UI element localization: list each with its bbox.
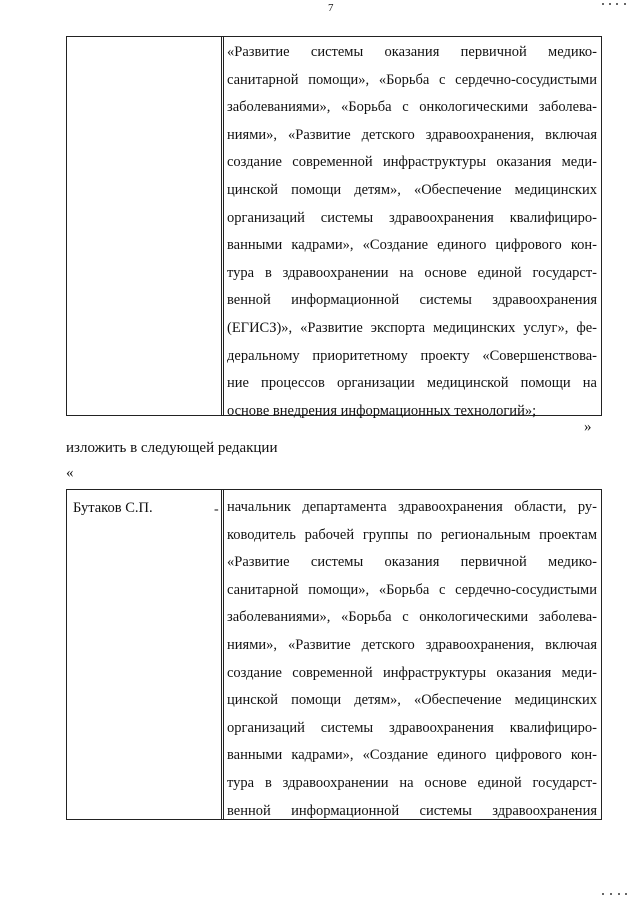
text-line: начальник департамента здравоохранения области, ру- <box>227 499 597 515</box>
text-line: цинской помощи детям», «Обеспечение медицинских <box>227 692 597 709</box>
text-line: ниями», «Развитие детского здравоохранения, включая <box>227 636 597 653</box>
text-line: «Развитие системы оказания первичной медико- <box>227 554 597 571</box>
text-line: венной информационной системы здравоохранения <box>227 802 597 819</box>
text-line: деральному приоритетному проекту «Совершенствова- <box>227 347 597 364</box>
table2-text <box>227 494 597 825</box>
table-previous-wording <box>66 36 602 419</box>
text-line: заболеваниями», «Борьба с онкологическими заболева- <box>227 99 597 116</box>
text-line: ванными кадрами», «Создание единого цифрового кон- <box>227 237 597 254</box>
table-divider-2 <box>223 37 224 415</box>
scan-specks-bottom <box>600 893 630 897</box>
text-line: ние процессов организации медицинской помощи на <box>227 375 597 392</box>
text-line: основе внедрения информационных технологий»; <box>227 402 537 419</box>
opening-quote: « <box>66 465 74 481</box>
text-line: заболеваниями», «Борьба с онкологическими заболева- <box>227 609 597 626</box>
text-line: ниями», «Развитие детского здравоохранения, включая <box>227 126 597 143</box>
text-line: ванными кадрами», «Создание единого цифрового кон- <box>227 747 597 764</box>
intro-text: изложить в следующей редакции <box>66 440 278 456</box>
text-line: создание современной инфраструктуры оказания меди- <box>227 664 597 681</box>
table-divider-1 <box>221 37 222 415</box>
table-divider-2 <box>223 490 224 819</box>
text-line: тура в здравоохранении на основе единой государст- <box>227 774 597 791</box>
text-line: санитарной помощи», «Борьба с сердечно-сосудистыми <box>227 71 597 88</box>
text-line: организаций системы здравоохранения квалифициро- <box>227 719 597 736</box>
text-line: тура в здравоохранении на основе единой государст- <box>227 264 597 281</box>
text-line: цинской помощи детям», «Обеспечение медицинских <box>227 181 597 198</box>
table1-text <box>227 39 597 425</box>
dash-separator: - <box>214 502 219 517</box>
page-number: 7 <box>328 2 334 14</box>
person-name: Бутаков С.П. <box>73 500 153 516</box>
text-line: (ЕГИСЗ)», «Развитие экспорта медицинских услуг», фе- <box>227 319 597 336</box>
scan-specks-top <box>600 3 630 7</box>
table-divider-1 <box>221 490 222 819</box>
text-line: венной информационной системы здравоохранения <box>227 292 597 309</box>
text-line: создание современной инфраструктуры оказания меди- <box>227 154 597 171</box>
text-line: ководитель рабочей группы по региональным проектам <box>227 526 597 543</box>
text-line: санитарной помощи», «Борьба с сердечно-сосудистыми <box>227 581 597 598</box>
text-line: «Развитие системы оказания первичной медико- <box>227 44 597 60</box>
text-line: организаций системы здравоохранения квалифициро- <box>227 209 597 226</box>
table-new-wording <box>66 489 602 820</box>
closing-quote: » <box>584 419 592 435</box>
